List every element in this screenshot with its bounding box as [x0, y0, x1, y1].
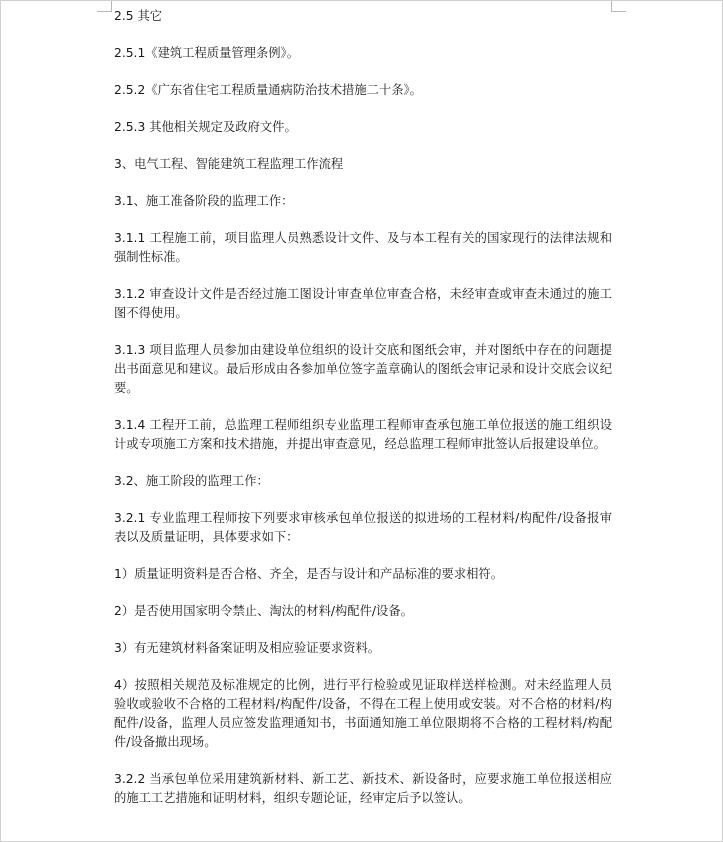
list-item-1: 1）质量证明资料是否合格、齐全，是否与设计和产品标准的要求相符。: [114, 567, 504, 581]
page-corner-mark-right: [611, 0, 626, 12]
page-corner-mark-left: [97, 0, 112, 12]
document-body: [114, 7, 612, 826]
item-2-5-1: 2.5.1《建筑工程质量管理条例》。: [114, 46, 299, 60]
heading-3-1: 3.1、施工准备阶段的监理工作：: [114, 194, 294, 208]
item-3-1-2: 3.1.2 审查设计文件是否经过施工图设计审查单位审查合格，未经审查或审查未通过的施工图不得使用。: [114, 287, 612, 320]
heading-2-5: 2.5 其它: [114, 9, 163, 23]
list-item-2: 2）是否使用国家明令禁止、淘汰的材料/构配件/设备。: [114, 604, 413, 618]
item-3-2-2: 3.2.2 当承包单位采用建筑新材料、新工艺、新技术、新设备时，应要求施工单位报送相应的施工工艺措施和证明材料，组织专题论证，经审定后予以签认。: [114, 772, 612, 805]
item-3-2-1: 3.2.1 专业监理工程师按下列要求审核承包单位报送的拟进场的工程材料/构配件/设备报审表以及质量证明，具体要求如下：: [114, 511, 612, 544]
item-3-1-4: 3.1.4 工程开工前，总监理工程师组织专业监理工程师审查承包施工单位报送的施工组织设计或专项施工方案和技术措施，并提出审查意见，经总监理工程师审批签认后报建设单位。: [114, 418, 612, 451]
list-item-4: 4）按照相关规范及标准规定的比例，进行平行检验或见证取样送样检测。对未经监理人员验收或验收不合格的工程材料/构配件/设备，不得在工程上使用或安装。对不合格的材料/构配件/设备，监理人员应签发监理通知书，书面通知施工单位限期将不合格的工程材料/构配件/设备撤出现场。: [114, 678, 612, 749]
item-2-5-3: 2.5.3 其他相关规定及政府文件。: [114, 120, 297, 134]
item-3-1-1: 3.1.1 工程施工前，项目监理人员熟悉设计文件、及与本工程有关的国家现行的法律法规和强制性标准。: [114, 231, 612, 264]
item-3-1-3: 3.1.3 项目监理人员参加由建设单位组织的设计交底和图纸会审，并对图纸中存在的问题提出书面意见和建议。最后形成由各参加单位签字盖章确认的图纸会审记录和设计交底会议纪要。: [114, 343, 612, 395]
list-item-3: 3）有无建筑材料备案证明及相应验证要求资料。: [114, 641, 381, 655]
item-2-5-2: 2.5.2《广东省住宅工程质量通病防治技术措施二十条》。: [114, 83, 422, 97]
section-3-heading: 3、电气工程、智能建筑工程监理工作流程: [114, 157, 344, 171]
heading-3-2: 3.2、施工阶段的监理工作：: [114, 474, 269, 488]
